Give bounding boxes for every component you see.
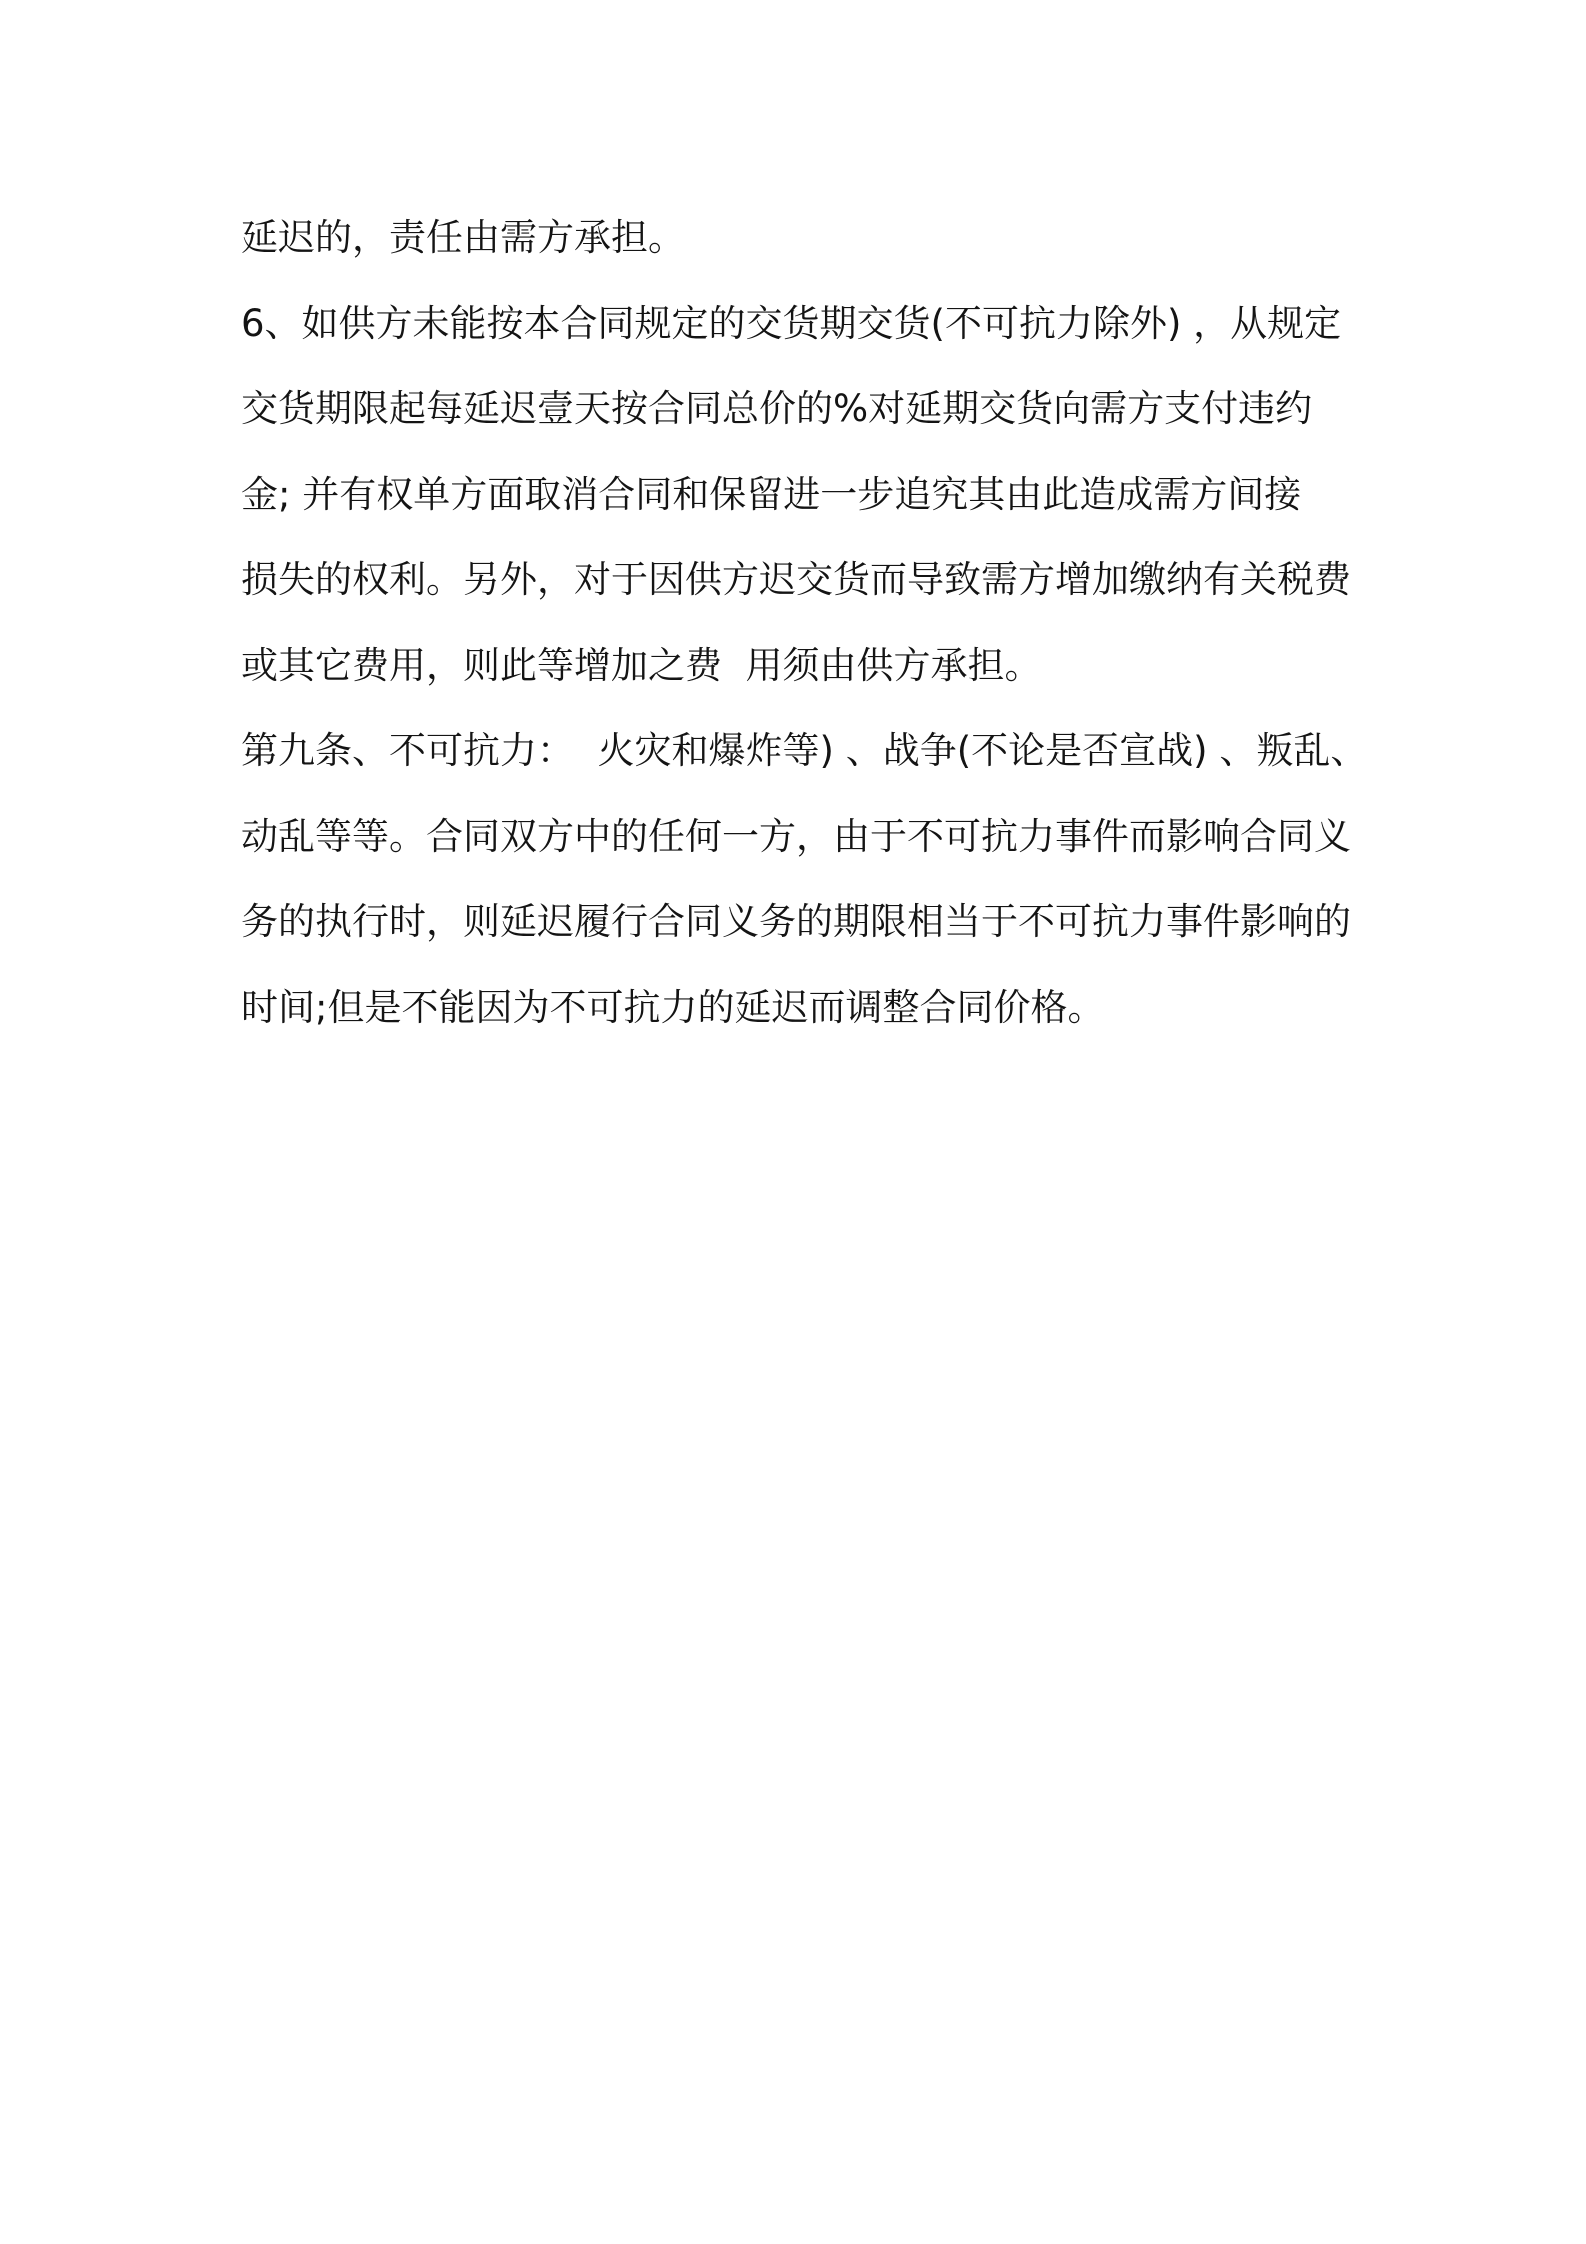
text-line: 交货期限起每延迟壹天按合同总价的%对延期交货向需方支付违约	[241, 387, 1313, 430]
text-line: 损失的权利。另外，对于因供方迟交货而导致需方增加缴纳有关税费	[241, 558, 1351, 601]
text-line: 时间;但是不能因为不可抗力的延迟而调整合同价格。	[241, 985, 1105, 1029]
text-line: 动乱等等。合同双方中的任何一方，由于不可抗力事件而影响合同义	[241, 814, 1351, 858]
text-line: 第九条、不可抗力： 火灾和爆炸等) 、战争(不论是否宣战) 、叛乱、	[241, 729, 1368, 772]
text-line: 务的执行时，则延迟履行合同义务的期限相当于不可抗力事件影响的	[241, 900, 1351, 943]
text-line: 或其它费用，则此等增加之费 用须由供方承担。	[241, 643, 1042, 687]
text-line: 6、如供方未能按本合同规定的交货期交货(不可抗力除外) ，从规定	[241, 301, 1342, 345]
text-line: 延迟的，责任由需方承担。	[241, 216, 685, 259]
text-line: 金; 并有权单方面取消合同和保留进一步追究其由此造成需方间接	[241, 472, 1302, 516]
contract-text	[241, 195, 1381, 1050]
